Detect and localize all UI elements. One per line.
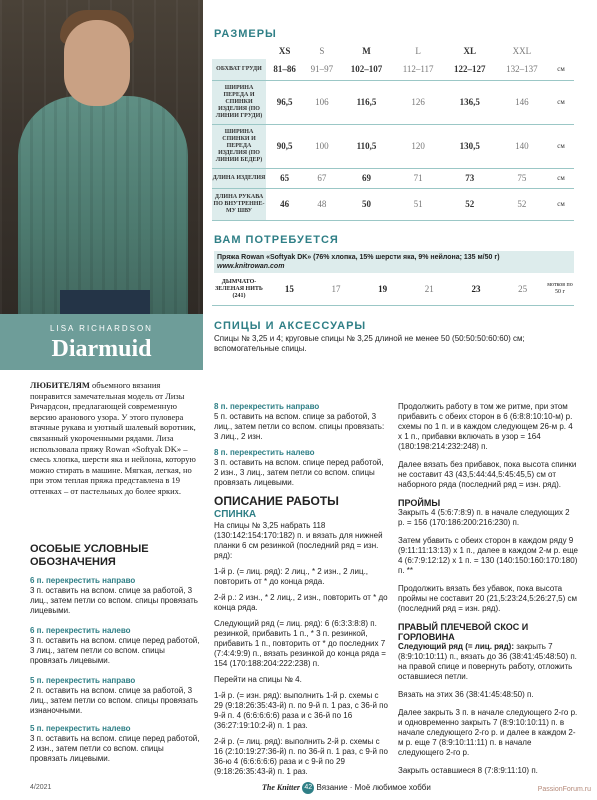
cell: 52 xyxy=(496,188,548,220)
description-title: ОПИСАНИЕ РАБОТЫ xyxy=(214,494,339,508)
row-label: ШИРИНА СПИНКИ И ПЕРЕДА ИЗДЕЛИЯ (ПО ЛИНИИ БЕДЕР) xyxy=(212,124,266,168)
sizes-header-row xyxy=(212,42,574,59)
paragraph: Перейти на спицы № 4. xyxy=(214,675,302,684)
cell: 25 xyxy=(499,273,546,306)
issue-date: 4/2021 xyxy=(30,784,52,791)
cable-8-right xyxy=(214,402,388,442)
symbol-heading: 5 п. перекрестить направо xyxy=(30,676,136,685)
symbol-item xyxy=(30,576,202,616)
yarn-name: Пряжа Rowan «Softyak DK» (76% хлопка, 15% шерсти яка, 9% нейлона; 135 м/50 г) xyxy=(217,254,500,261)
head xyxy=(64,20,130,106)
cell: 67 xyxy=(303,168,340,188)
unit: см xyxy=(548,80,574,124)
size-xl: XL xyxy=(463,45,476,56)
watermark: PassionForum.ru xyxy=(537,786,591,793)
cell: 75 xyxy=(496,168,548,188)
cell: 21 xyxy=(406,273,453,306)
symbol-heading: 8 п. перекрестить налево xyxy=(214,448,315,457)
symbol-text: 3 п. оставить на вспом. спице за работой, 3 лиц., затем петли со вспом. спицы провязать лицевыми. xyxy=(30,586,198,615)
paragraph-text: закрыть 7 (8:9:10:10:11) п., вязать до 36 (38:41:45:48:50) п. на правой спице и повернуть работу, отложить оставшиеся петли. xyxy=(398,642,577,681)
needles-title: СПИЦЫ И АКСЕССУАРЫ xyxy=(214,320,367,332)
cell: 17 xyxy=(313,273,360,306)
cell: 81–86 xyxy=(266,59,303,80)
magazine-tagline: Вязание · Моё любимое хобби xyxy=(316,783,431,793)
row-label: ШИРИНА ПЕРЕДА И СПИНКИ ИЗДЕЛИЯ (ПО ЛИНИИ ГРУДИ) xyxy=(212,80,266,124)
symbol-text: 2 п. оставить на вспом. спице за работой, 3 лиц., затем петли со вспом. спицы провязать изнаночными. xyxy=(30,686,198,715)
row-length xyxy=(212,168,574,188)
cell: 112–117 xyxy=(393,59,444,80)
symbol-heading: 6 п. перекрестить налево xyxy=(30,626,131,635)
symbol-item xyxy=(30,724,202,764)
symbol-text: 5 п. оставить на вспом. спице за работой, 3 лиц., затем петли со вспом. спицы провязать: 3 лиц., 2 изн. xyxy=(214,412,385,441)
cell: 96,5 xyxy=(266,80,303,124)
paragraph: Следующий ряд (= лиц. ряд): 6 (6:3:3:8:8) п. резинкой, прибавить 1 п., * 3 п. резинкой, прибавить 1 п., повторить от * до последних 7 (7:4:4:9:9) п., вязать резинкой до конца ряда = 154 (170:188:204:222:238) п. xyxy=(214,619,386,668)
armholes-title: ПРОЙМЫ xyxy=(398,498,441,508)
cell: 69 xyxy=(340,168,392,188)
size-m: M xyxy=(362,45,371,56)
paragraph: Продолжить вязать без убавок, пока высота проймы не составит 20 (21,5:23:24,5:26:27,5) см (последний ряд = изн. ряд). xyxy=(398,584,577,613)
symbol-text: 3 п. оставить на вспом. спице перед работой, 2 изн., затем петли со вспом. спицы провязать лицевыми. xyxy=(30,734,200,763)
symbol-text: 3 п. оставить на вспом. спице перед работой, 3 лиц., затем петли со вспом. спицы провязать лицевыми. xyxy=(30,636,200,665)
unit: см xyxy=(548,59,574,80)
paragraph: Закрыть 4 (5:6:7:8:9) п. в начале следующих 2 р. = 156 (170:186:200:216:230) п. xyxy=(398,508,570,527)
model-photo xyxy=(0,0,203,314)
row-width-hips xyxy=(212,124,574,168)
paragraph: Закрыть оставшиеся 8 (7:8:9:11:10) п. xyxy=(398,766,538,775)
cell: 23 xyxy=(453,273,500,306)
cell: 110,5 xyxy=(340,124,392,168)
size-xs: XS xyxy=(278,45,291,56)
column-2 xyxy=(214,402,388,783)
needles-text: Спицы № 3,25 и 4; круговые спицы № 3,25 длиной не менее 50 (50:50:50:60:60) см; вспомогательные спицы. xyxy=(214,334,525,353)
cell: 50 xyxy=(340,188,392,220)
cell: 102–107 xyxy=(340,59,392,80)
yarn-table xyxy=(212,273,574,306)
sizes-title: РАЗМЕРЫ xyxy=(214,28,277,40)
paragraph: Затем убавить с обеих сторон в каждом ряду 9 (9:11:11:13:13) х 1 п., далее в каждом 2-м р. еще 4 (6:7:9:12:12) х 1 п. = 130 (140:150:160:170:180) п. ** xyxy=(398,536,579,575)
paragraph: 1-й р. (= лиц. ряд): 2 лиц., * 2 изн., 2 лиц., повторить от * до конца ряда. xyxy=(214,567,369,586)
cable-8-left xyxy=(214,448,388,488)
size-s: S xyxy=(319,45,325,56)
unit: мотков по 50 г xyxy=(546,273,574,306)
cell: 19 xyxy=(359,273,406,306)
cell: 100 xyxy=(303,124,340,168)
cell: 106 xyxy=(303,80,340,124)
paragraph: Продолжить работу в том же ритме, при этом прибавить с обеих сторон в 6 (6:8:8:10:10-м) р. схемы по 1 п. и в каждом следующем 26-м р. 4 х 1 п., прибавки включать в узор = 164 (180:198:214:232:248) п. xyxy=(398,402,573,451)
yarn-info xyxy=(214,251,574,273)
cell: 51 xyxy=(393,188,444,220)
cell: 146 xyxy=(496,80,548,124)
needs-title: ВАМ ПОТРЕБУЕТСЯ xyxy=(214,234,339,246)
paragraph: 2-й р.: 2 изн., * 2 лиц., 2 изн., повторить от * до конца ряда. xyxy=(214,593,388,612)
cell: 48 xyxy=(303,188,340,220)
yarn-row xyxy=(212,273,574,306)
cell: 46 xyxy=(266,188,303,220)
intro-body: объемного вязания понравится замечательная модель от Лизы Ричардсон, предлагающей современную версию аранового узора. У этого пуловера втачные рукава и уютный шалевый воротник, связанный укороченными рядами. Лиза использовала пряжу Rowan «Softyak DK» – смесь хлопка, шерсти яка и нейлона, которую можно стирать в машине. Мягкая, легкая, но при этом теплая пряжа представлена в 19 оттенках – от пастельных до более ярких. xyxy=(30,380,196,496)
paragraph: Далее закрыть 3 п. в начале следующего 2-го р. и одновременно закрыть 7 (8:9:10:10:11) п. в начале следующего 2-го р. и далее в каждом 2-м р. еще 7 (8:9:10:11:11) п. в начале следующего 2-го р. xyxy=(398,708,578,757)
symbol-item xyxy=(30,676,202,716)
row-chest xyxy=(212,59,574,80)
symbol-heading: 8 п. перекрестить направо xyxy=(214,402,320,411)
symbol-item xyxy=(30,626,202,666)
row-label: ОБХВАТ ГРУДИ xyxy=(212,59,266,80)
row-sleeve xyxy=(212,188,574,220)
column-3 xyxy=(398,402,578,784)
pattern-name: Diarmuid xyxy=(51,336,152,362)
cell: 136,5 xyxy=(444,80,496,124)
unit: см xyxy=(548,188,574,220)
row-width-chest xyxy=(212,80,574,124)
cell: 71 xyxy=(393,168,444,188)
cell: 132–137 xyxy=(496,59,548,80)
row-lead: Следующий ряд (= лиц. ряд): xyxy=(398,642,514,651)
paragraph: 1-й р. (= изн. ряд): выполнить 1-й р. схемы с 29 (9:18:26:35:43-й) п. по 9-й п. 1 раз, с 36-й по 9-й п. 4 (6:6:6:6:6) раза и с 36-й по 16 (36:27:19:10:2-й) п. 1 раз. xyxy=(214,691,388,730)
intro-text xyxy=(30,380,202,497)
magazine-name: The Knitter xyxy=(262,783,301,793)
back-title: СПИНКА xyxy=(214,509,257,520)
symbol-heading: 5 п. перекрестить налево xyxy=(30,724,131,733)
sizes-table xyxy=(212,42,574,221)
unit: см xyxy=(548,168,574,188)
cell: 90,5 xyxy=(266,124,303,168)
paragraph: Далее вязать без прибавок, пока высота спинки не составит 43 (43,5:44:44,5:45:45,5) см от наборного ряда (последний ряд = изн. ряд). xyxy=(398,460,577,489)
cell: 122–127 xyxy=(444,59,496,80)
intro-lead: ЛЮБИТЕЛЯМ xyxy=(30,380,90,390)
cell: 126 xyxy=(393,80,444,124)
row-label: ДЛИНА ИЗДЕЛИЯ xyxy=(212,168,266,188)
yarn-color-label: ДЫМЧАТО-ЗЕЛЕНАЯ НИТЬ (241) xyxy=(212,273,266,306)
sweater xyxy=(18,96,188,314)
size-xxl: XXL xyxy=(512,45,532,56)
symbol-heading: 6 п. перекрестить направо xyxy=(30,576,136,585)
size-l: L xyxy=(415,45,421,56)
cell: 52 xyxy=(444,188,496,220)
paragraph: На спицы № 3,25 набрать 118 (130:142:154:170:182) п. и вязать для нижней планки 6 см резинкой (последний ряд = изн. ряд): xyxy=(214,521,383,560)
cell: 140 xyxy=(496,124,548,168)
symbols-title: ОСОБЫЕ УСЛОВНЫЕ ОБОЗНАЧЕНИЯ xyxy=(30,543,149,568)
cell: 130,5 xyxy=(444,124,496,168)
shoulder-title: ПРАВЫЙ ПЛЕЧЕВОЙ СКОС И ГОРЛОВИНА xyxy=(398,622,529,642)
pattern-title-block xyxy=(0,314,203,370)
paragraph: 2-й р. (= лиц. ряд): выполнить 2-й р. схемы с 16 (2:10:19:27:36-й) п. по 36-й п. 1 раз, с 9-й по 36-ю 4 (6:6:6:6:6) раза и с 9-й по 29 (9:18:26:35:43-й) п. 1 раз. xyxy=(214,737,388,776)
jeans xyxy=(60,290,150,314)
cell: 116,5 xyxy=(340,80,392,124)
footer-magazine xyxy=(262,782,431,794)
row-label: ДЛИНА РУКАВА ПО ВНУТРЕННЕ-МУ ШВУ xyxy=(212,188,266,220)
cell: 73 xyxy=(444,168,496,188)
paragraph: Вязать на этих 36 (38:41:45:48:50) п. xyxy=(398,690,534,699)
cell: 91–97 xyxy=(303,59,340,80)
unit: см xyxy=(548,124,574,168)
cell: 120 xyxy=(393,124,444,168)
page-number: 42 xyxy=(302,782,314,794)
paragraph xyxy=(398,642,578,682)
symbol-text: 3 п. оставить на вспом. спице перед работой, 2 изн., 3 лиц., затем петли со вспом. спицы провязать лицевыми. xyxy=(214,458,384,487)
yarn-site: www.knitrowan.com xyxy=(217,263,285,270)
cell: 65 xyxy=(266,168,303,188)
cell: 15 xyxy=(266,273,313,306)
author: LISA RICHARDSON xyxy=(50,324,153,333)
